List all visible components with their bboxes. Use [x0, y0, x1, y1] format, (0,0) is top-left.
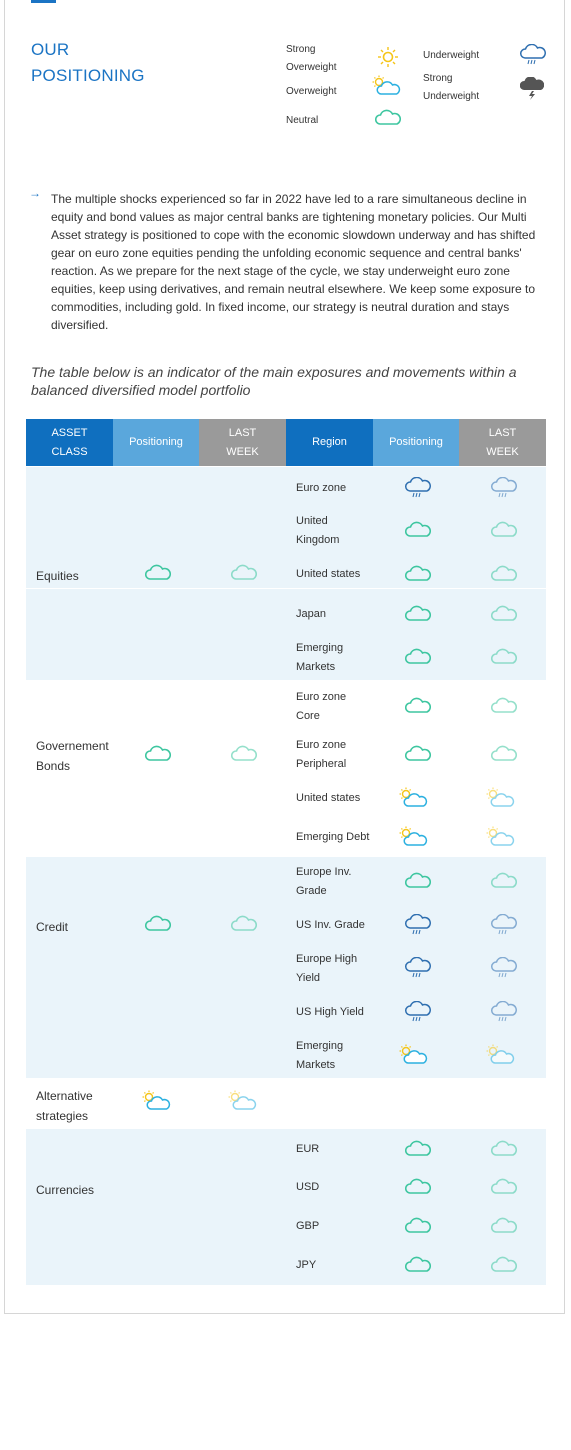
region-label: USD — [296, 1181, 320, 1193]
region-label: EUR — [296, 1143, 320, 1155]
asset-class-equities: Equities — [36, 569, 79, 583]
asset-class-alternative: Alternative strategies — [36, 1089, 93, 1123]
credit-band — [26, 857, 546, 1078]
neutral-positioning-icon — [405, 743, 431, 765]
header-region-positioning: Positioning — [373, 419, 459, 466]
header-last-week: LAST WEEK — [199, 419, 286, 466]
underweight-positioning-icon — [405, 1001, 431, 1023]
neutral-last-week-icon — [491, 695, 517, 717]
underweight-last-week-icon — [491, 957, 517, 979]
neutral-last-week-icon — [491, 870, 517, 892]
arrow-icon: → — [29, 186, 41, 200]
credit-positioning-cloud-icon — [145, 913, 171, 935]
neutral-positioning-icon — [405, 1176, 431, 1198]
neutral-positioning-icon — [405, 563, 431, 585]
region-label: Europe Inv. Grade — [296, 866, 352, 897]
asset-class-credit: Credit — [36, 920, 69, 934]
legend-overweight-label: Overweight — [286, 86, 337, 97]
underweight-last-week-icon — [491, 1001, 517, 1023]
cloud-icon — [375, 107, 401, 129]
neutral-positioning-icon — [405, 870, 431, 892]
neutral-last-week-icon — [491, 519, 517, 541]
underweight-positioning-icon — [405, 914, 431, 936]
equities-band-2 — [26, 589, 546, 680]
asset-class-currencies: Currencies — [36, 1183, 95, 1197]
alternative-last-week-icon — [227, 1090, 253, 1112]
header-positioning: Positioning — [113, 419, 199, 466]
overweight-positioning-icon — [398, 787, 424, 809]
overweight-positioning-icon — [398, 826, 424, 848]
region-label: US Inv. Grade — [296, 919, 365, 931]
overweight-last-week-icon — [485, 787, 511, 809]
accent-bar — [31, 0, 56, 3]
region-label: United states — [296, 792, 361, 804]
neutral-positioning-icon — [405, 646, 431, 668]
region-label: Emerging Debt — [296, 831, 370, 843]
header-region: Region — [286, 419, 373, 466]
neutral-positioning-icon — [405, 1254, 431, 1276]
alternative-band — [26, 1078, 546, 1129]
neutral-positioning-icon — [405, 695, 431, 717]
underweight-last-week-icon — [491, 914, 517, 936]
asset-class-government-bonds: Governement Bonds — [36, 739, 109, 773]
header-asset-class: ASSET CLASS — [26, 419, 113, 466]
region-label: Europe High Yield — [296, 953, 358, 984]
alternative-positioning-icon — [141, 1090, 167, 1112]
overweight-last-week-icon — [485, 826, 511, 848]
underweight-positioning-icon — [405, 477, 431, 499]
credit-last-week-cloud-icon — [231, 913, 257, 935]
sun-cloud-icon — [371, 75, 401, 97]
region-label: GBP — [296, 1220, 320, 1232]
section-title: OUR POSITIONING — [31, 40, 145, 85]
overweight-last-week-icon — [485, 1044, 511, 1066]
equities-band-1 — [26, 467, 546, 588]
region-label: Euro zone Peripheral — [296, 739, 347, 770]
region-label: JPY — [296, 1259, 317, 1271]
storm-cloud-icon — [520, 77, 544, 101]
neutral-last-week-icon — [491, 646, 517, 668]
legend-strong-underweight-label: Strong Underweight — [423, 73, 480, 102]
sun-icon — [377, 46, 399, 68]
table-caption: The table below is an indicator of the main exposures and movements within a balanced diversified model portfolio — [31, 364, 517, 398]
neutral-last-week-icon — [491, 563, 517, 585]
region-label: United Kingdom — [296, 515, 340, 546]
neutral-positioning-icon — [405, 603, 431, 625]
legend-underweight-label: Underweight — [423, 50, 480, 61]
underweight-last-week-icon — [491, 477, 517, 499]
intro-paragraph: The multiple shocks experienced so far in 2022 have led to a rare simultaneous decline in equity and bond values as major central banks are tightening monetary policies. Our Multi Asset strategy is positioned to cope with the economic slowdown underway and has shifted gear on euro zone equities pending the unfolding economic sequence and central banks' reaction. As we prepare for the next stage of the cycle, we stay underweight euro zone equities, keep using derivatives, and remain neutral elsewhere. We keep some exposure to commodities, including gold. In fixed income, our strategy is neutral duration and stays diversified. — [51, 192, 536, 332]
neutral-positioning-icon — [405, 1215, 431, 1237]
bonds-last-week-cloud-icon — [231, 743, 257, 765]
region-label: US High Yield — [296, 1006, 364, 1018]
legend-strong-overweight-label: Strong Overweight — [286, 44, 337, 73]
neutral-last-week-icon — [491, 1254, 517, 1276]
bonds-positioning-cloud-icon — [145, 743, 171, 765]
region-label: United states — [296, 568, 361, 580]
neutral-last-week-icon — [491, 743, 517, 765]
region-label: Euro zone Core — [296, 691, 347, 722]
overweight-positioning-icon — [398, 1044, 424, 1066]
legend-neutral-label: Neutral — [286, 115, 319, 126]
underweight-positioning-icon — [405, 957, 431, 979]
neutral-positioning-icon — [405, 1138, 431, 1160]
region-label: Emerging Markets — [296, 642, 344, 673]
region-label: Japan — [296, 608, 326, 620]
header-region-last-week: LAST WEEK — [459, 419, 546, 466]
equities-positioning-cloud-icon — [145, 562, 171, 584]
currencies-band — [26, 1129, 546, 1285]
neutral-last-week-icon — [491, 1138, 517, 1160]
neutral-last-week-icon — [491, 603, 517, 625]
neutral-last-week-icon — [491, 1176, 517, 1198]
region-label: Emerging Markets — [296, 1040, 344, 1071]
neutral-positioning-icon — [405, 519, 431, 541]
neutral-last-week-icon — [491, 1215, 517, 1237]
region-label: Euro zone — [296, 482, 347, 494]
equities-last-week-cloud-icon — [231, 562, 257, 584]
rain-cloud-icon — [520, 44, 546, 66]
